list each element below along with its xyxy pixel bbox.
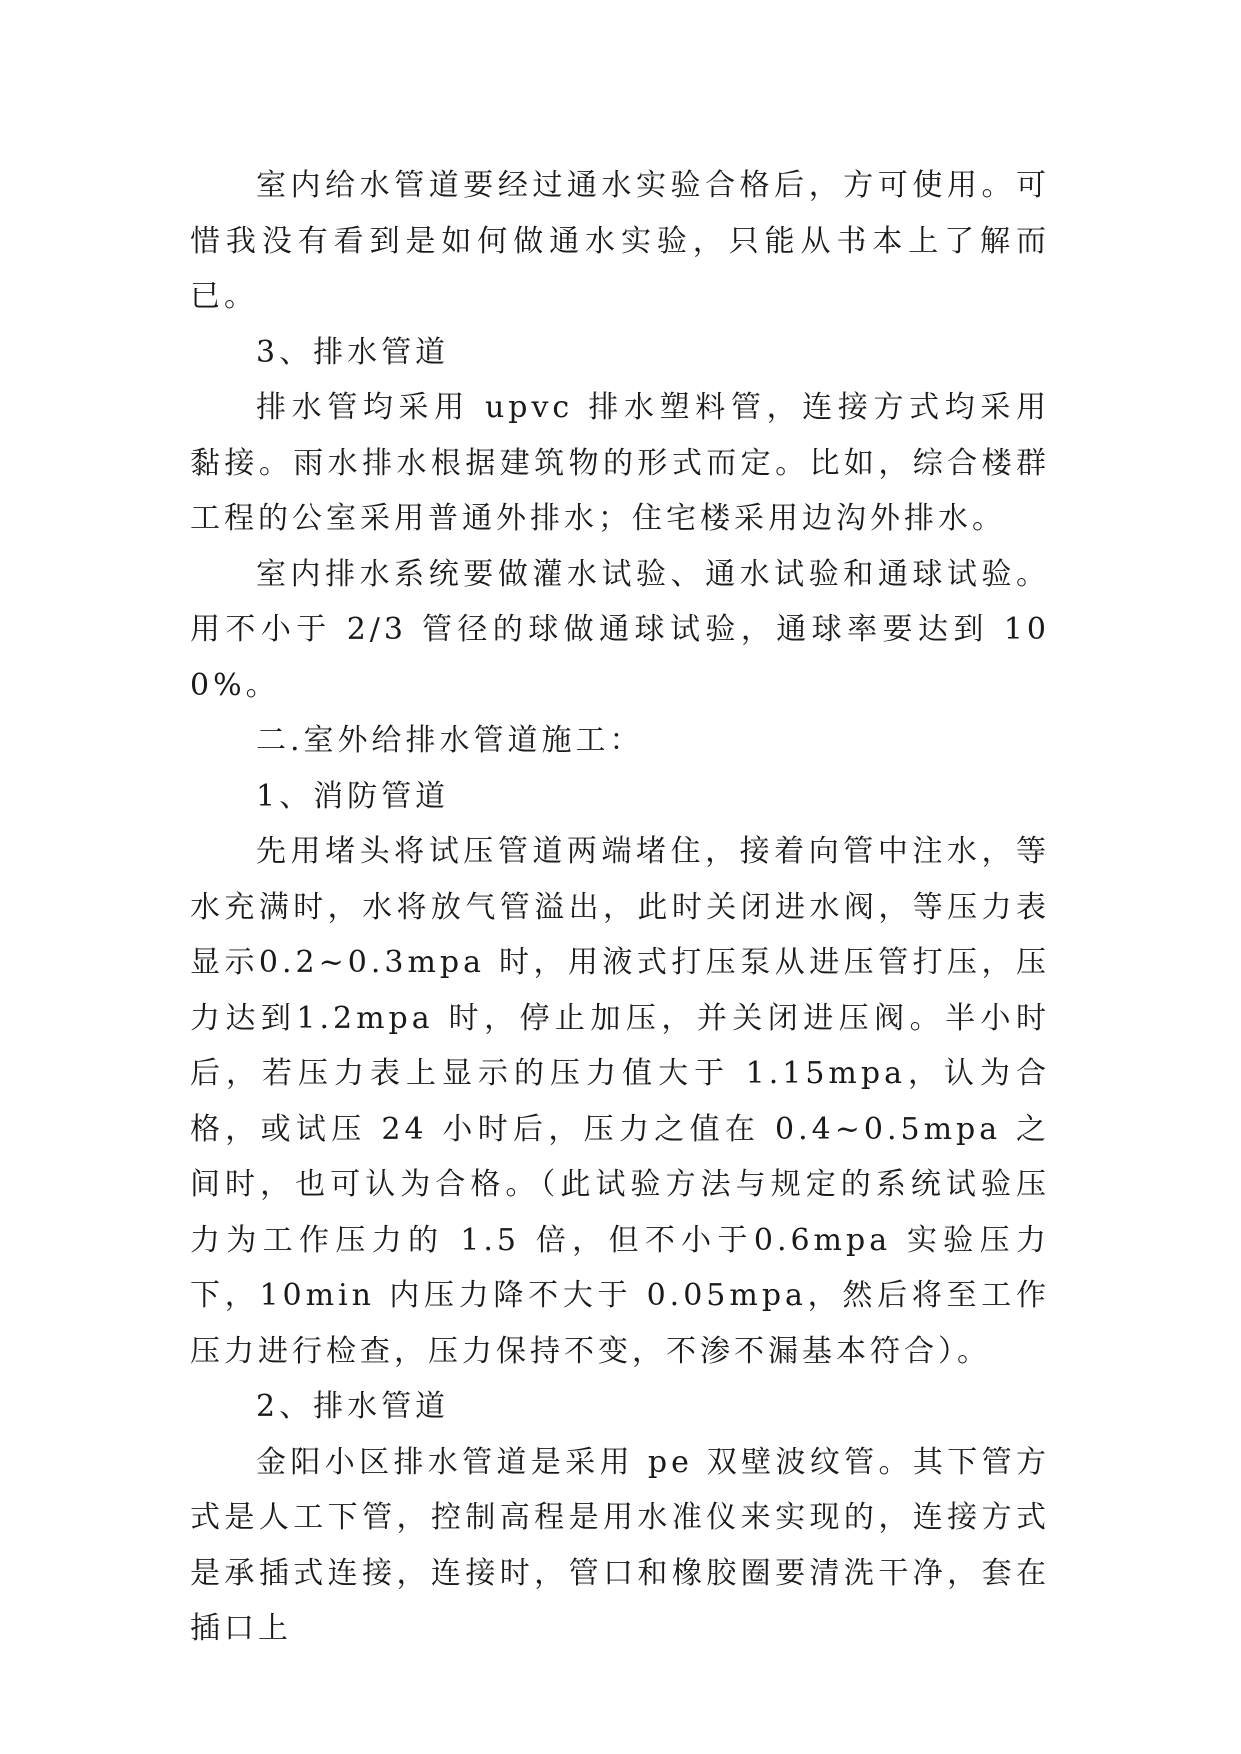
document-body [190, 158, 1050, 1657]
paragraph-indoor-water-test: 室内给水管道要经过通水实验合格后，方可使用。可惜我没有看到是如何做通水实验，只能从书本上了解而已。 [190, 168, 1050, 314]
heading-drainage-pipe: 3、排水管道 [256, 334, 450, 370]
paragraph-drainage-tests: 室内排水系统要做灌水试验、通水试验和通球试验。用不小于 2/3 管径的球做通球试验，通球率要达到 100%。 [190, 556, 1050, 703]
paragraph-upvc-drainage: 排水管均采用 upvc 排水塑料管，连接方式均采用黏接。雨水排水根据建筑物的形式而定。比如，综合楼群工程的公室采用普通外排水；住宅楼采用边沟外排水。 [190, 390, 1050, 536]
paragraph-pressure-test: 先用堵头将试压管道两端堵住，接着向管中注水，等水充满时，水将放气管溢出，此时关闭进水阀，等压力表显示0.2~0.3mpa 时，用液式打压泵从进压管打压，压力达到1.2mpa 时，停止加压，并关闭进压阀。半小时后，若压力表上显示的压力值大于 1.15mpa，认为合格，或试压 24 小时后，压力之值在 0.4~0.5mpa 之间时，也可认为合格。（此试验方法与规定的系统试验压力为工作压力的 1.5 倍，但不小于0.6mpa 实验压力下，10min 内压力降不大于 0.05mpa，然后将至工作压力进行检查，压力保持不变，不渗不漏基本符合）。 [190, 834, 1050, 1369]
heading-fire-pipe: 1、消防管道 [256, 778, 450, 814]
heading-outdoor-construction: 二.室外给排水管道施工： [256, 723, 644, 758]
heading-drainage-pipe-2: 2、排水管道 [256, 1389, 450, 1424]
paragraph-pe-pipe: 金阳小区排水管道是采用 pe 双壁波纹管。其下管方式是人工下管，控制高程是用水准仪来实现的，连接方式是承插式连接，连接时，管口和橡胶圈要清洗干净，套在插口上 [190, 1444, 1050, 1646]
